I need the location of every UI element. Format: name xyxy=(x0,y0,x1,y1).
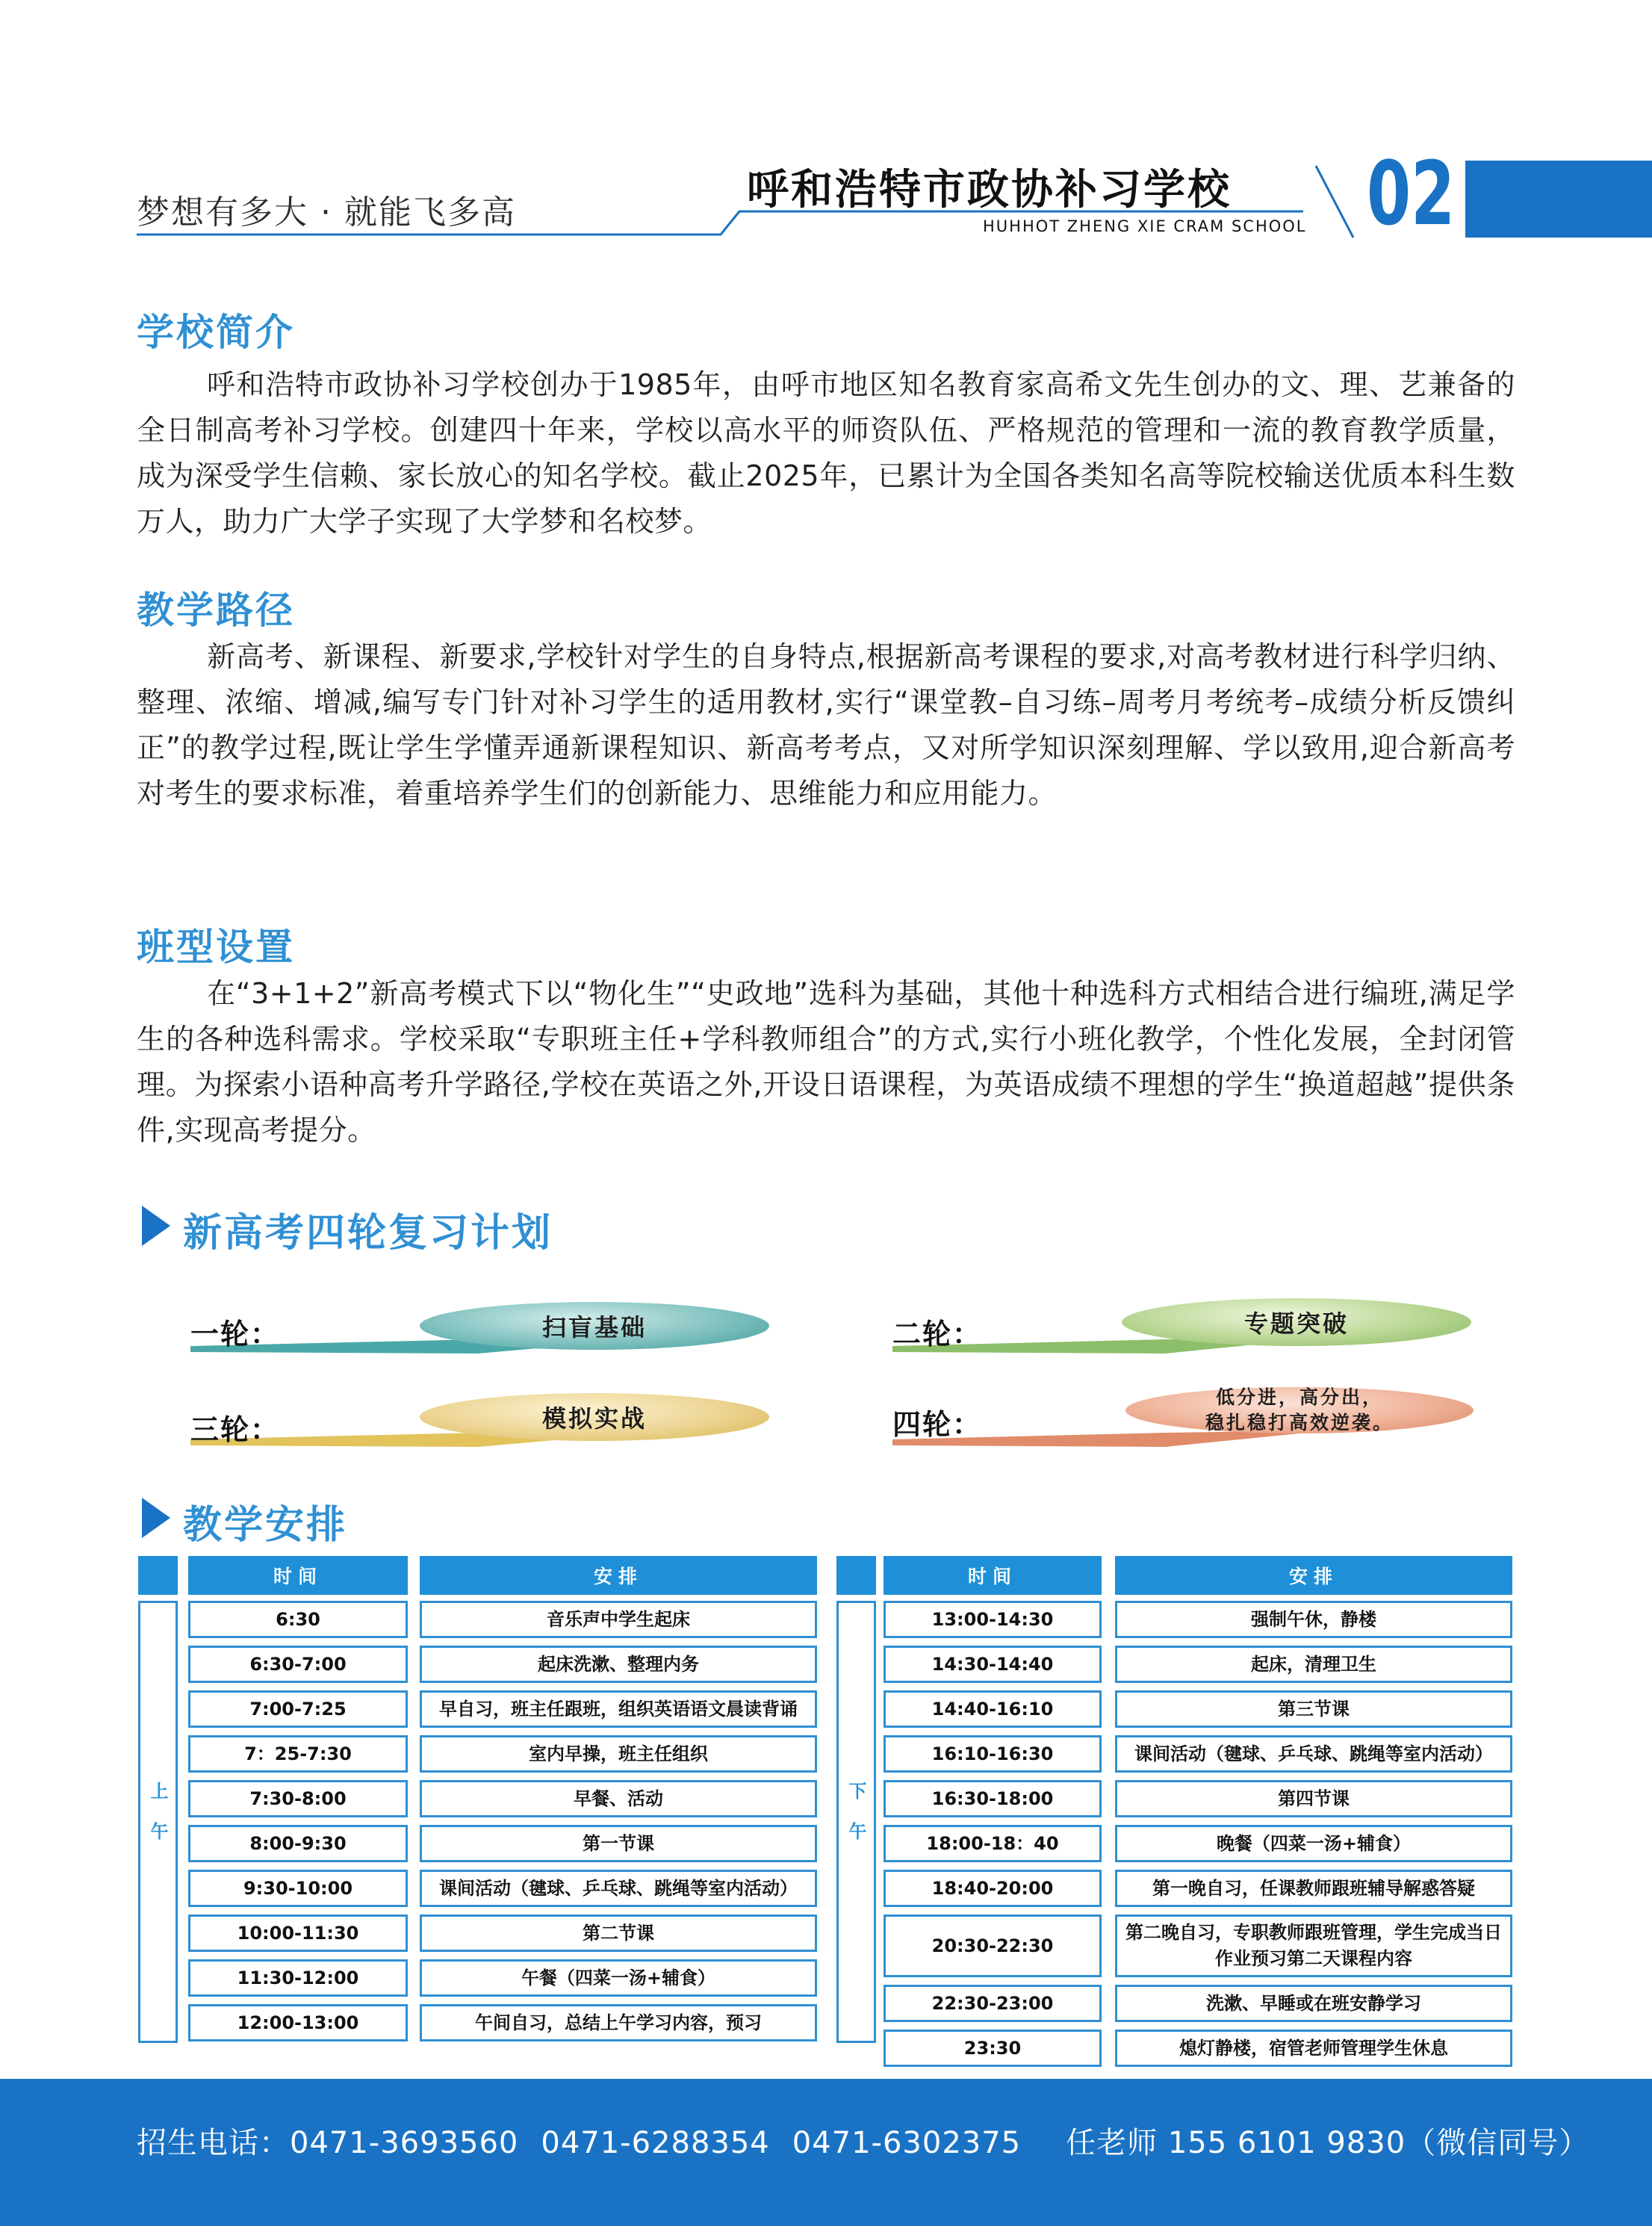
round-2-text: 专题突破 xyxy=(1243,1309,1349,1338)
enrollment-phone-3: 0471-6302375 xyxy=(792,2126,1022,2160)
afternoon-arrangement-cell: 起床，清理卫生 xyxy=(1115,1646,1512,1683)
round-4-text-line1: 低分进，高分出， xyxy=(1215,1386,1383,1409)
morning-period-label: 上午 xyxy=(147,1782,168,1862)
round-1-label: 一轮： xyxy=(190,1318,281,1351)
afternoon-header-time: 时间 xyxy=(884,1556,1102,1595)
morning-arrangement-cell: 音乐声中学生起床 xyxy=(420,1601,817,1638)
morning-header-time: 时间 xyxy=(188,1556,408,1595)
afternoon-arrangement-cell: 洗漱、早睡或在班安静学习 xyxy=(1115,1985,1512,2022)
header-slogan: 梦想有多大 · 就能飞多高 xyxy=(137,193,516,232)
morning-arrangement-cell: 第一节课 xyxy=(420,1825,817,1862)
morning-arrangement-cell: 午间自习，总结上午学习内容，预习 xyxy=(420,2004,817,2041)
morning-time-cell: 12:00-13:00 xyxy=(188,2004,408,2041)
afternoon-period-label: 下午 xyxy=(845,1782,866,1862)
morning-time-cell: 7：25-7:30 xyxy=(188,1735,408,1773)
afternoon-time-cell: 22:30-23:00 xyxy=(884,1985,1102,2022)
afternoon-time-cell: 20:30-22:30 xyxy=(884,1915,1102,1977)
afternoon-arrangement-cell: 强制午休，静楼 xyxy=(1115,1601,1512,1638)
round-4-text-line2: 稳扎稳打高效逆袭。 xyxy=(1205,1412,1394,1433)
round-2-pill xyxy=(1122,1298,1471,1346)
table-header-corner xyxy=(836,1556,876,1595)
footer-contact xyxy=(137,2119,1612,2162)
schedule-title: 教学安排 xyxy=(183,1503,348,1548)
morning-arrangement-cell: 课间活动（毽球、乒乓球、跳绳等室内活动） xyxy=(420,1870,817,1907)
section-title-teaching-path: 教学路径 xyxy=(137,589,295,632)
morning-time-cell: 7:30-8:00 xyxy=(188,1780,408,1817)
morning-arrangement-cell: 室内早操，班主任组织 xyxy=(420,1735,817,1773)
afternoon-period-cell xyxy=(836,1601,876,2043)
morning-arrangement-cell: 起床洗漱、整理内务 xyxy=(420,1646,817,1683)
round-1-text: 扫盲基础 xyxy=(541,1313,647,1342)
teacher-contact: 任老师 155 6101 9830（微信同号） xyxy=(1066,2126,1590,2160)
round-3-label: 三轮： xyxy=(190,1413,281,1446)
afternoon-arrangement-cell: 第一晚自习，任课教师跟班辅导解惑答疑 xyxy=(1115,1870,1512,1907)
round-4-pill xyxy=(1125,1387,1474,1433)
round-4-label: 四轮： xyxy=(892,1408,983,1441)
afternoon-time-cell: 14:30-14:40 xyxy=(884,1646,1102,1683)
afternoon-arrangement-cell: 第二晚自习，专职教师跟班管理，学生完成当日作业预习第二天课程内容 xyxy=(1115,1915,1512,1977)
afternoon-time-cell: 18:40-20:00 xyxy=(884,1870,1102,1907)
afternoon-arrangement-cell: 第四节课 xyxy=(1115,1780,1512,1817)
morning-time-cell: 9:30-10:00 xyxy=(188,1870,408,1907)
morning-time-cell: 6:30 xyxy=(188,1601,408,1638)
enrollment-phone-2: 0471-6288354 xyxy=(541,2126,770,2160)
afternoon-time-cell: 16:30-18:00 xyxy=(884,1780,1102,1817)
afternoon-time-cell: 23:30 xyxy=(884,2030,1102,2067)
morning-arrangement-cell: 午餐（四菜一汤+辅食） xyxy=(420,1959,817,1997)
afternoon-time-cell: 18:00-18：40 xyxy=(884,1825,1102,1862)
round-3-pill xyxy=(420,1393,769,1441)
section-body-teaching-path: 新高考、新课程、新要求,学校针对学生的自身特点,根据新高考课程的要求,对高考教材进行科学归纳、整理、浓缩、增减,编写专门针对补习学生的适用教材,实行“课堂教–自习练–周考月考统考–成绩分析反馈纠正”的教学过程,既让学生学懂弄通新课程知识、新高考考点，又对所学知识深刻理解、学以致用,迎合新高考对考生的要求标准，着重培养学生们的创新能力、思维能力和应用能力。 xyxy=(137,640,1515,810)
section-title-class-setup: 班型设置 xyxy=(137,926,295,969)
morning-time-cell: 10:00-11:30 xyxy=(188,1915,408,1952)
review-plan-title: 新高考四轮复习计划 xyxy=(183,1211,553,1256)
afternoon-arrangement-cell: 晚餐（四菜一汤+辅食） xyxy=(1115,1825,1512,1862)
enrollment-phone-1: 招生电话：0471-3693560 xyxy=(137,2126,519,2160)
morning-time-cell: 7:00-7:25 xyxy=(188,1690,408,1728)
afternoon-arrangement-cell: 熄灯静楼，宿管老师管理学生休息 xyxy=(1115,2030,1512,2067)
afternoon-time-cell: 13:00-14:30 xyxy=(884,1601,1102,1638)
morning-time-cell: 6:30-7:00 xyxy=(188,1646,408,1683)
morning-time-cell: 8:00-9:30 xyxy=(188,1825,408,1862)
school-name-english: HUHHOT ZHENG XIE CRAM SCHOOL xyxy=(983,217,1307,235)
morning-time-cell: 11:30-12:00 xyxy=(188,1959,408,1997)
section-title-intro: 学校简介 xyxy=(137,311,295,354)
table-header-corner xyxy=(138,1556,178,1595)
play-arrow-icon xyxy=(142,1498,170,1538)
afternoon-time-cell: 14:40-16:10 xyxy=(884,1690,1102,1728)
section-body-intro: 呼和浩特市政协补习学校创办于1985年，由呼市地区知名教育家高希文先生创办的文、理、艺兼备的全日制高考补习学校。创建四十年来，学校以高水平的师资队伍、严格规范的管理和一流的教育教学质量，成为深受学生信赖、家长放心的知名学校。截止2025年，已累计为全国各类知名高等院校输送优质本科生数万人，助力广大学子实现了大学梦和名校梦。 xyxy=(137,368,1515,538)
round-2-label: 二轮： xyxy=(892,1318,983,1351)
round-1-pill xyxy=(420,1302,769,1350)
school-name: 呼和浩特市政协补习学校 xyxy=(747,166,1232,214)
page-number: 02 xyxy=(1367,142,1456,245)
morning-header-arrangement: 安排 xyxy=(420,1556,817,1595)
afternoon-arrangement-cell: 课间活动（毽球、乒乓球、跳绳等室内活动） xyxy=(1115,1735,1512,1773)
round-3-text: 模拟实战 xyxy=(541,1404,647,1433)
section-body-class-setup: 在“3+1+2”新高考模式下以“物化生”“史政地”选科为基础，其他十种选科方式相结合进行编班,满足学生的各种选科需求。学校采取“专职班主任+学科教师组合”的方式,实行小班化教学，个性化发展，全封闭管理。为探索小语种高考升学路径,学校在英语之外,开设日语课程，为英语成绩不理想的学生“换道超越”提供条件,实现高考提分。 xyxy=(137,977,1515,1147)
morning-arrangement-cell: 早餐、活动 xyxy=(420,1780,817,1817)
morning-period-cell xyxy=(138,1601,178,2043)
afternoon-arrangement-cell: 第三节课 xyxy=(1115,1690,1512,1728)
afternoon-time-cell: 16:10-16:30 xyxy=(884,1735,1102,1773)
morning-arrangement-cell: 第二节课 xyxy=(420,1915,817,1952)
afternoon-header-arrangement: 安排 xyxy=(1115,1556,1512,1595)
morning-arrangement-cell: 早自习，班主任跟班，组织英语语文晨读背诵 xyxy=(420,1690,817,1728)
